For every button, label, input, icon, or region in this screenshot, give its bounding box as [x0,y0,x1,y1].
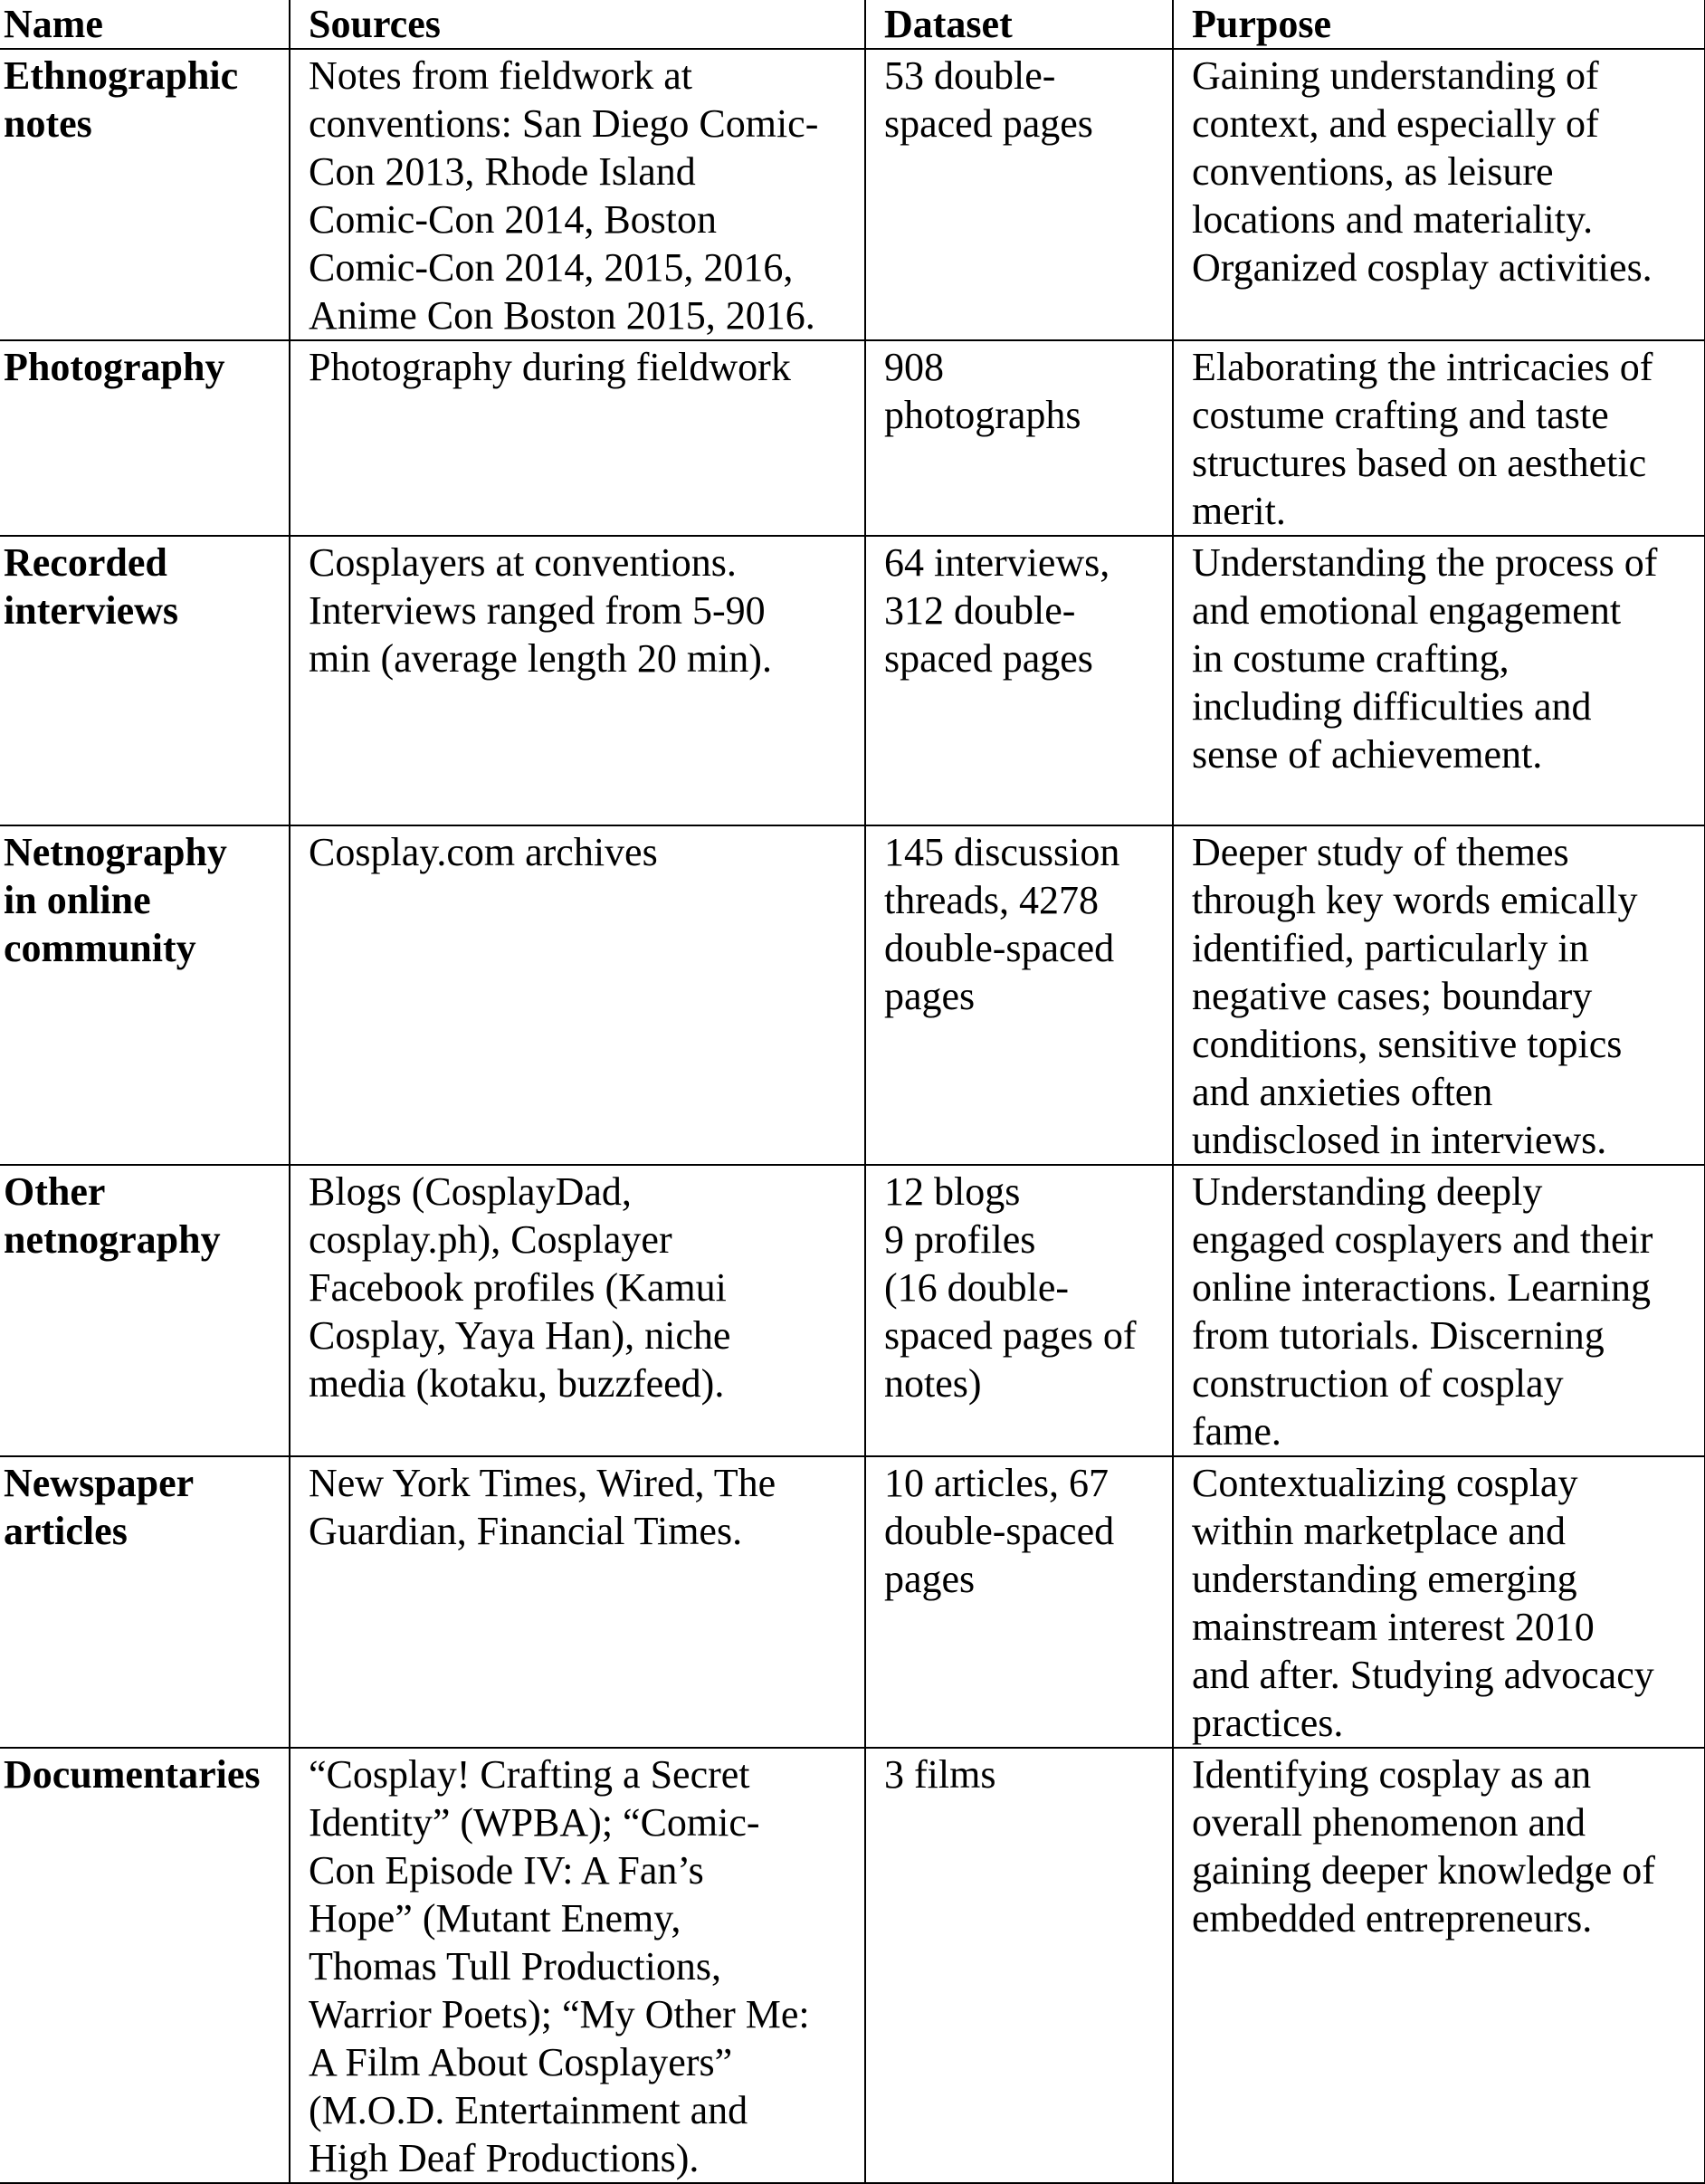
header-dataset: Dataset [865,0,1173,49]
table-row [0,825,1705,1165]
row-purpose-cell: Contextualizing cosplay within marketplace and understanding emerging mainstream interest 2010 and after. Studying advocacy practices. [1173,1456,1705,1748]
table-row [0,536,1705,825]
row-name-cell: Netnography in online community [0,825,290,1165]
row-dataset-cell: 145 discussion threads, 4278 double-spaced pages [865,825,1173,1165]
table-row [0,340,1705,536]
row-name-cell: Recorded interviews [0,536,290,825]
row-dataset-cell: 908 photographs [865,340,1173,536]
table-row [0,49,1705,340]
row-sources-cell: Blogs (CosplayDad, cosplay.ph), Cosplayer Facebook profiles (Kamui Cosplay, Yaya Han), niche media (kotaku, buzzfeed). [290,1165,865,1456]
table-row [0,1748,1705,2183]
header-name: Name [0,0,290,49]
row-name-cell: Photography [0,340,290,536]
row-purpose-cell: Identifying cosplay as an overall phenomenon and gaining deeper knowledge of embedded entrepreneurs. [1173,1748,1705,2183]
row-sources-cell: “Cosplay! Crafting a Secret Identity” (WPBA); “Comic- Con Episode IV: A Fan’s Hope” (Mutant Enemy, Thomas Tull Productions, Warrior Poets); “My Other Me: A Film About Cosplayers” (M.O.D. Entertainment and High Deaf Productions). [290,1748,865,2183]
row-dataset-cell: 3 films [865,1748,1173,2183]
row-purpose-cell: Understanding deeply engaged cosplayers and their online interactions. Learning from tutorials. Discerning construction of cosplay fame. [1173,1165,1705,1456]
row-name-cell: Ethnographic notes [0,49,290,340]
table-row [0,1165,1705,1456]
header-sources: Sources [290,0,865,49]
row-purpose-cell: Gaining understanding of context, and especially of conventions, as leisure locations and materiality. Organized cosplay activities. [1173,49,1705,340]
header-row [0,0,1705,49]
row-purpose-cell: Elaborating the intricacies of costume crafting and taste structures based on aesthetic merit. [1173,340,1705,536]
row-dataset-cell: 53 double- spaced pages [865,49,1173,340]
row-name-cell: Other netnography [0,1165,290,1456]
row-sources-cell: Notes from fieldwork at conventions: San Diego Comic- Con 2013, Rhode Island Comic-Con 2014, Boston Comic-Con 2014, 2015, 2016, Anime Con Boston 2015, 2016. [290,49,865,340]
row-sources-cell: Cosplay.com archives [290,825,865,1165]
header-purpose: Purpose [1173,0,1705,49]
row-dataset-cell: 12 blogs 9 profiles (16 double- spaced pages of notes) [865,1165,1173,1456]
row-dataset-cell: 10 articles, 67 double-spaced pages [865,1456,1173,1748]
row-purpose-cell: Deeper study of themes through key words emically identified, particularly in negative cases; boundary conditions, sensitive topics and anxieties often undisclosed in interviews. [1173,825,1705,1165]
row-purpose-cell: Understanding the process of and emotional engagement in costume crafting, including difficulties and sense of achievement. [1173,536,1705,825]
row-dataset-cell: 64 interviews, 312 double- spaced pages [865,536,1173,825]
row-sources-cell: Cosplayers at conventions. Interviews ranged from 5-90 min (average length 20 min). [290,536,865,825]
table-row [0,1456,1705,1748]
row-name-cell: Documentaries [0,1748,290,2183]
row-sources-cell: Photography during fieldwork [290,340,865,536]
row-name-cell: Newspaper articles [0,1456,290,1748]
row-sources-cell: New York Times, Wired, The Guardian, Financial Times. [290,1456,865,1748]
